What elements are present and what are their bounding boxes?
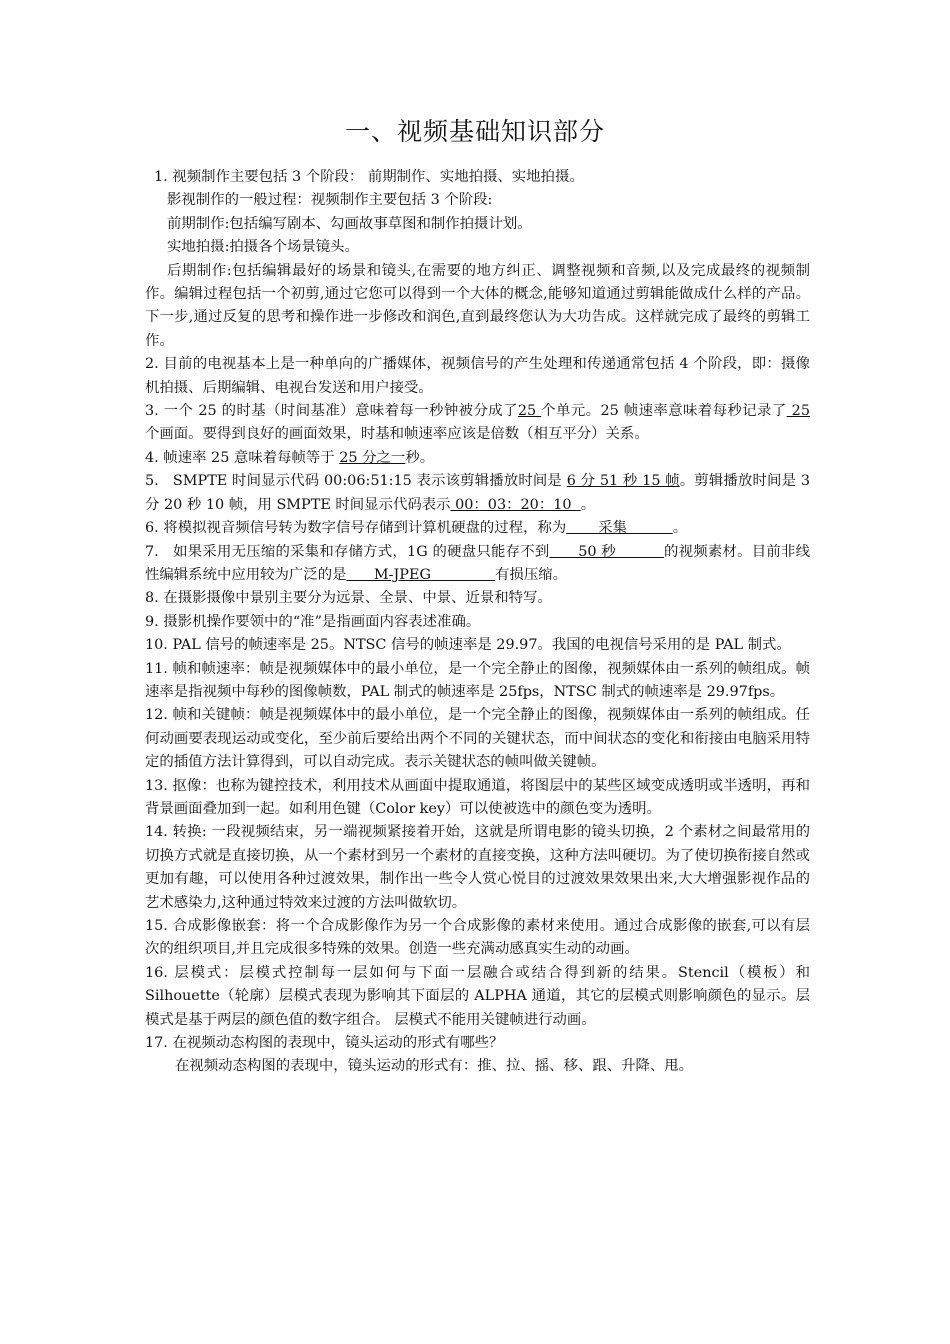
item-17-question: 17. 在视频动态构图的表现中，镜头运动的形式有哪些？ [145, 1035, 504, 1052]
answer-blank: 采集 [566, 520, 673, 537]
item-1-pre: 前期制作:包括编写剧本、勾画故事草图和制作拍摄计划。 [167, 215, 532, 232]
item-4: 4. 帧速率 25 意味着每帧等于 25 分之一秒。 [145, 449, 435, 466]
item-3: 3. 一个 25 的时基（时间基准）意味着每一秒钟被分成了25 个单元。25 帧速率意味着每秒记录了 25 个画面。要得到良好的画面效果，时基和帧速率应该是倍数（相互平分）关系。 [145, 403, 810, 443]
answer-blank: 6 分 51 秒 15 帧 [566, 473, 680, 490]
item-14: 14. 转换: 一段视频结束，另一端视频紧接着开始，这就是所谓电影的镜头切换，2 个素材之间最常用的切换方式就是直接切换，从一个素材到另一个素材的直接变换，这种方法叫硬切。为了使切换衔接自然或更加有趣，可以使用各种过渡效果，制作出一些令人赏心悦目的过渡效果效果出来,大大增强影视作品的艺术感染力,这种通过特效来过渡的方法叫做软切。 [145, 824, 810, 911]
item-2: 2. 目前的电视基本上是一种单向的广播媒体，视频信号的产生处理和传递通常包括 4 个阶段，即：摄像机拍摄、后期编辑、电视台发送和用户接受。 [145, 356, 810, 396]
page-title: 一、视频基础知识部分 [344, 117, 605, 146]
item-12: 12. 帧和关键帧：帧是视频媒体中的最小单位，是一个完全静止的图像，视频媒体由一系列的帧组成。任何动画要表现运动或变化，至少前后要给出两个不同的关键状态，而中间状态的变化和衔接由电脑采用特定的插值方法计算得到，可以自动完成。表示关键状态的帧叫做关键帧。 [145, 707, 810, 771]
document-body [145, 166, 815, 1079]
answer-blank: 50 秒 [549, 543, 665, 560]
item-10: 10. PAL 信号的帧速率是 25。NTSC 信号的帧速率是 29.97。我国的电视信号采用的是 PAL 制式。 [145, 637, 791, 654]
item-6: 6. 将模拟视音频信号转为数字信号存储到计算机硬盘的过程，称为 采集 。 [145, 520, 688, 537]
item-13: 13. 抠像：也称为键控技术，利用技术从画面中提取通道，将图层中的某些区域变成透明或半透明，再和背景画面叠加到一起。如利用色键（Color key）可以使被选中的颜色变为透明。 [145, 777, 810, 817]
item-7: 7. 如果采用无压缩的采集和存储方式，1G 的硬盘只能存不到 50 秒 的视频素材。目前非线性编辑系统中应用较为广泛的是 M-JPEG 有损压缩。 [145, 543, 810, 583]
item-11: 11. 帧和帧速率：帧是视频媒体中的最小单位，是一个完全静止的图像，视频媒体由一系列的帧组成。帧速率是指视频中每秒的图像帧数，PAL 制式的帧速率是 25fps，NTSC 制式的帧速率是 29.97fps。 [145, 660, 810, 700]
item-8: 8. 在摄影摄像中景别主要分为远景、全景、中景、近景和特写。 [145, 590, 552, 607]
item-17-answer: 在视频动态构图的表现中，镜头运动的形式有：推、拉、摇、移、跟、升降、甩。 [175, 1058, 694, 1075]
item-9: 9. 摄影机操作要领中的“准”是指画面内容表述准确。 [145, 613, 481, 630]
item-1: 1. 视频制作主要包括 3 个阶段： 前期制作、实地拍摄、实地拍摄。 [154, 169, 584, 185]
item-5: 5. SMPTE 时间显示代码 00:06:51:15 表示该剪辑播放时间是 6 分 51 秒 15 帧。剪辑播放时间是 3 分 20 秒 10 帧，用 SMPTE 时间显示代码表示 00：03：20：10 。 [145, 473, 815, 513]
answer-blank: 25 [517, 403, 542, 420]
item-1-shoot: 实地拍摄:拍摄各个场景镜头。 [167, 239, 359, 256]
item-15: 15. 合成影像嵌套：将一个合成影像作为另一个合成影像的素材来使用。通过合成影像的嵌套,可以有层次的组织项目,并且完成很多特殊的效果。创造一些充满动感真实生动的动画。 [145, 918, 810, 958]
item-1-post: 后期制作:包括编辑最好的场景和镜头,在需要的地方纠正、调整视频和音频,以及完成最终的视频制作。编辑过程包括一个初剪,通过它您可以得到一个大体的概念,能够知道通过剪辑能做成什么样的产品。下一步,通过反复的思考和操作进一步修改和润色,直到最终您认为大功告成。这样就完成了最终的剪辑工作。 [145, 262, 810, 349]
item-16: 16. 层模式：层模式控制每一层如何与下面一层融合或结合得到新的结果。Stencil（模板）和 Silhouette（轮廓）层模式表现为影响其下面层的 ALPHA 通道，其它的层模式则影响颜色的显示。层模式是基于两层的颜色值的数字组合。 层模式不能用关键帧进行动画。 [145, 964, 810, 1028]
answer-blank: 25 [786, 403, 810, 420]
answer-blank: 25 分之一 [339, 449, 406, 466]
item-1-general: 影视制作的一般过程：视频制作主要包括 3 个阶段: [167, 192, 493, 209]
answer-blank: 00：03：20：10 [450, 496, 581, 513]
answer-blank: M-JPEG [346, 566, 496, 583]
